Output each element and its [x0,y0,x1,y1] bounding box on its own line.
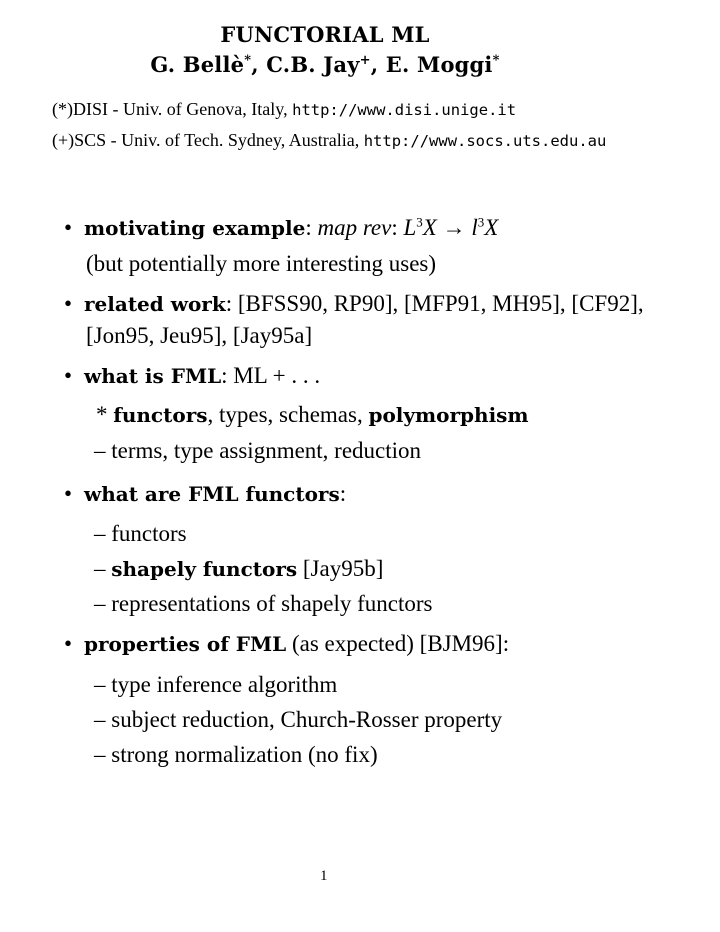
dash: – [94,556,112,581]
formula-l-sup: 3 [477,214,485,230]
sub-item-functors-types [96,401,529,429]
author-belle-mark: * [244,53,252,68]
bullet-icon: • [64,631,73,656]
asterisk-mark: * [96,402,114,427]
bullet-motivating-example [64,214,498,242]
affiliation-text: (+)SCS - Univ. of Tech. Sydney, Australia, [52,130,364,150]
sub-item-strong-normalization: – strong normalization (no fix) [94,742,378,767]
author-jay: C.B. Jay [266,52,360,77]
bullet-text: (as expected) [BJM96]: [286,631,510,656]
bullet-icon: • [64,363,73,388]
bullet-heading: what are FML functors [84,482,340,506]
author-separator: , [251,52,267,77]
formula-L: L [403,215,417,240]
bold-term: shapely functors [111,557,298,581]
sub-item-shapely [94,555,383,583]
bullet-heading: motivating example [84,216,306,240]
bold-term: polymorphism [368,403,529,427]
author-jay-mark: + [359,53,371,68]
bullet-related-work [64,290,644,318]
affiliation-sydney [52,130,606,151]
formula-X: X [422,215,437,240]
sub-item-type-inference: – type inference algorithm [94,672,338,697]
sub-text: [Jay95b] [297,556,384,581]
bullet-icon: • [64,215,73,240]
sub-item-subject-reduction: – subject reduction, Church-Rosser property [94,707,503,732]
bullet-motivating-line2: (but potentially more interesting uses) [86,251,437,276]
affiliation-text: (*)DISI - Univ. of Genova, Italy, [52,99,293,119]
formula-colon: : [391,215,404,240]
bullet-heading: properties of FML [84,632,287,656]
author-moggi-mark: * [492,53,500,68]
author-belle: G. Bellè [150,52,245,77]
bold-term: functors [113,403,208,427]
sub-text: , types, schemas, [207,402,369,427]
author-separator: , [370,52,386,77]
bullet-what-is-fml [64,362,320,390]
bullet-heading: related work [84,292,226,316]
page-title: FUNCTORIAL ML [220,22,430,47]
formula-X: X [484,215,499,240]
colon: : [339,481,347,506]
colon: : [305,215,318,240]
affiliation-genova [52,99,516,120]
bullet-icon: • [64,481,73,506]
bullet-heading: what is FML [84,364,222,388]
bullet-text: : ML + . . . [221,363,321,388]
arrow-icon: → [436,215,472,240]
bullet-icon: • [64,291,73,316]
formula-L-sup: 3 [416,214,423,230]
sub-item-terms: – terms, type assignment, reduction [94,438,422,463]
formula-l: l [471,215,478,240]
author-line [0,52,650,77]
affiliation-url[interactable]: http://www.disi.unige.it [292,101,517,119]
bullet-what-are-functors [64,480,346,508]
sub-item-functors: – functors [94,521,187,546]
bullet-related-line2: [Jon95, Jeu95], [Jay95a] [86,323,313,348]
formula-map-rev: map rev [317,215,392,240]
bullet-text: : [BFSS90, RP90], [MFP91, MH95], [CF92], [225,291,644,316]
page-number: 1 [320,868,328,884]
author-moggi: E. Moggi [385,52,493,77]
bullet-properties [64,630,509,658]
sub-item-representations: – representations of shapely functors [94,591,433,616]
affiliation-url[interactable]: http://www.socs.uts.edu.au [363,132,607,150]
